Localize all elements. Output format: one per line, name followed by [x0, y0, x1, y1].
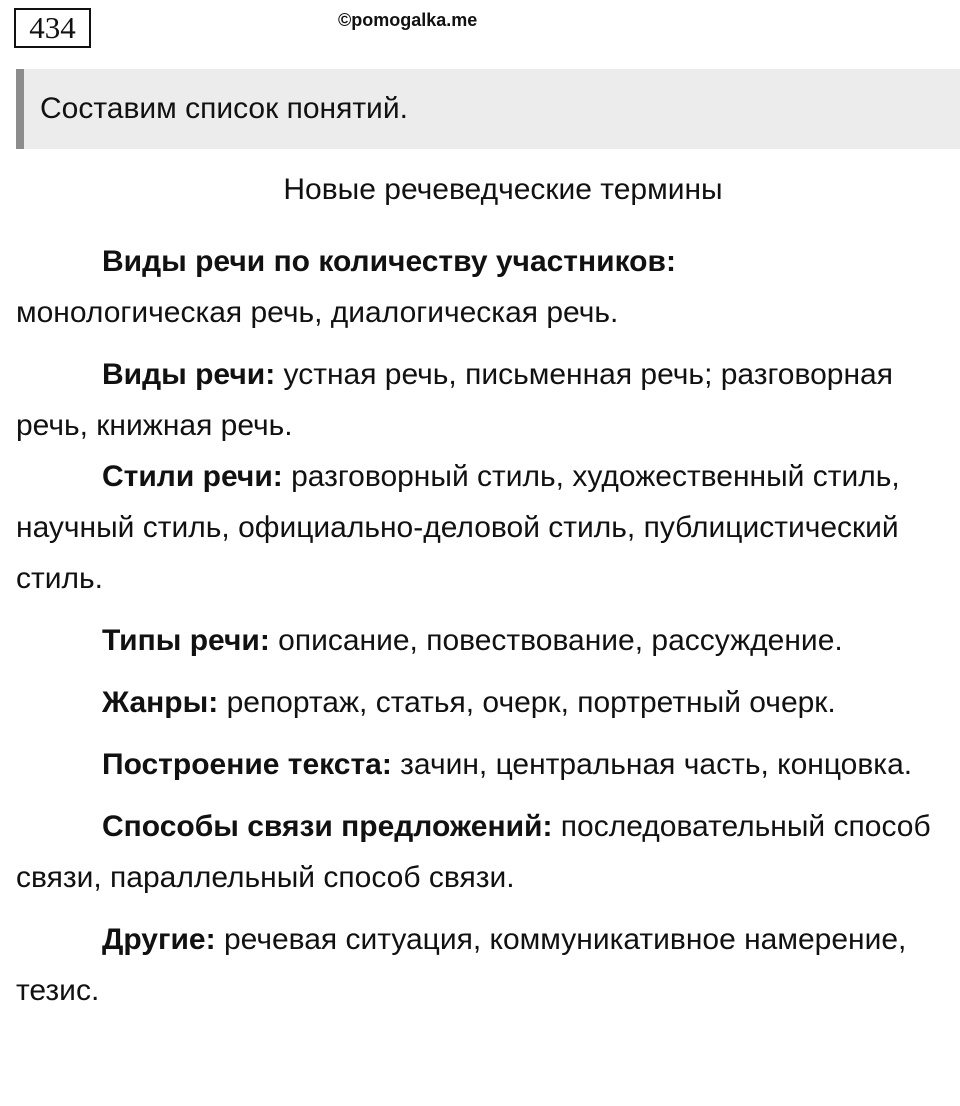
intro-banner [16, 69, 960, 149]
term-definition: устная речь, письменная речь; разговорная речь, книжная речь. [16, 358, 893, 442]
term-paragraph-other [16, 914, 952, 1016]
term-label: Виды речи: [102, 358, 276, 391]
term-definition: зачин, центральная часть, концовка. [391, 748, 913, 781]
term-definition: описание, повествование, рассуждение. [269, 624, 843, 657]
term-paragraph-speech-kinds [16, 349, 952, 451]
watermark: ©pomogalka.me [338, 10, 478, 30]
term-paragraph-speech-styles [16, 451, 952, 604]
task-number: 434 [14, 8, 91, 48]
term-label: Типы речи: [102, 624, 270, 657]
term-definition: последовательный способ связи, параллельный способ связи. [16, 810, 931, 894]
term-label: Способы связи предложений: [102, 810, 553, 843]
term-paragraph-text-structure [16, 739, 952, 790]
term-paragraph-sentence-links [16, 801, 952, 903]
term-definition: репортаж, статья, очерк, портретный очерк. [218, 686, 836, 719]
intro-text: Составим список понятий. [40, 92, 408, 125]
term-paragraph-genres [16, 677, 952, 728]
term-paragraph-speech-types [16, 615, 952, 666]
term-definition: разговорный стиль, художественный стиль, научный стиль, официально-деловой стиль, публицистический стиль. [16, 460, 900, 595]
term-definition: речевая ситуация, коммуникативное намерение, тезис. [16, 923, 907, 1007]
term-label: Другие: [102, 923, 216, 956]
term-label: Жанры: [102, 686, 219, 719]
term-label: Виды речи по количеству участников: [102, 245, 676, 278]
term-definition: монологическая речь, диалогическая речь. [16, 296, 619, 329]
section-title: Новые речеведческие термины [283, 173, 723, 206]
term-label: Построение текста: [102, 748, 392, 781]
term-label: Стили речи: [102, 460, 283, 493]
terms-list [16, 236, 952, 1027]
term-paragraph-speech-by-participants [16, 236, 952, 338]
